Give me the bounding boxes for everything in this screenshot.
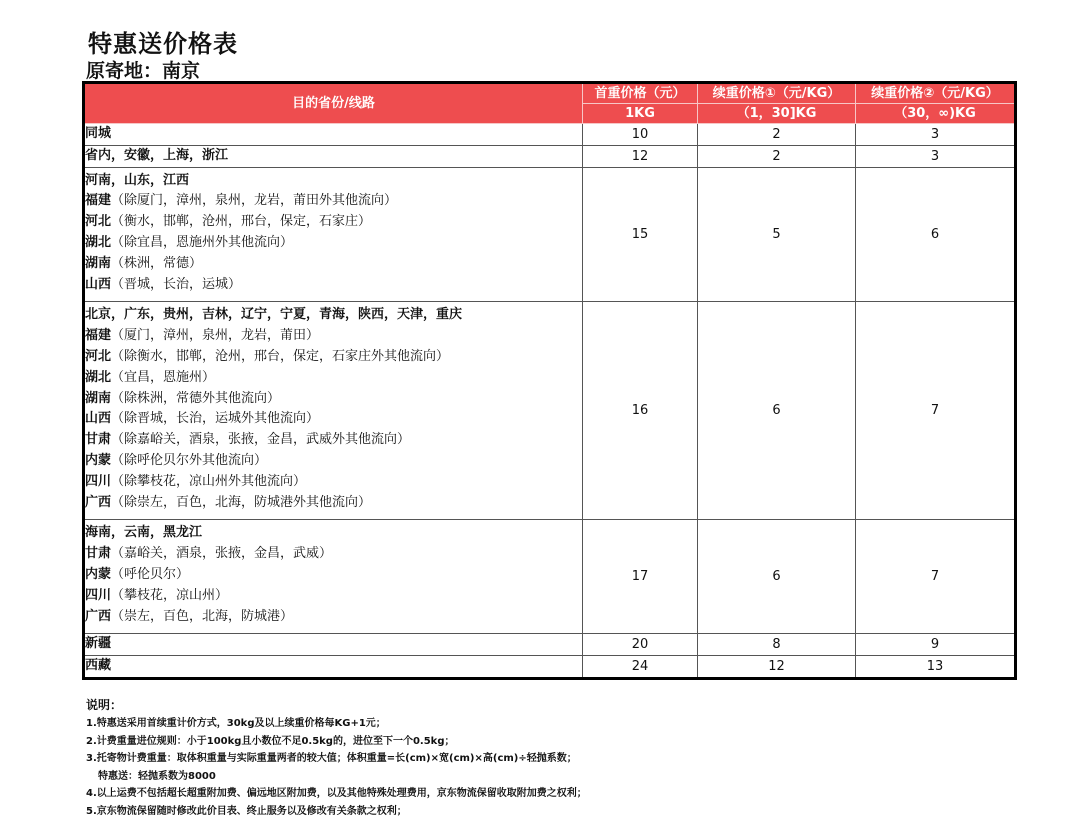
route-detail: （除晋城，长治，运城外其他流向） bbox=[111, 411, 320, 427]
route-line bbox=[85, 191, 582, 212]
route-line bbox=[85, 368, 582, 389]
route-region: 西藏 bbox=[85, 658, 112, 674]
route-region: 同城 bbox=[85, 126, 112, 141]
route-region: 河北 bbox=[85, 214, 112, 230]
price-table bbox=[82, 81, 1017, 680]
first-weight-price-cell: 16 bbox=[583, 302, 698, 520]
continued-price-1-header: 续重价格①（元/KG） bbox=[698, 83, 856, 104]
first-weight-price-cell: 17 bbox=[583, 520, 698, 634]
route-detail: （除攀枝花，凉山州外其他流向） bbox=[111, 473, 307, 489]
route-region: 省内，安徽，上海，浙江 bbox=[85, 147, 229, 163]
route-region: 四川 bbox=[85, 473, 112, 489]
route-region: 四川 bbox=[85, 587, 112, 603]
continued-price-1-cell: 2 bbox=[698, 145, 856, 167]
route-detail: （除崇左，百色，北海，防城港外其他流向） bbox=[111, 494, 372, 510]
continued-price-2-cell: 3 bbox=[856, 124, 1016, 146]
continued-price-2-cell: 3 bbox=[856, 145, 1016, 167]
route-line bbox=[85, 233, 582, 254]
note-item: 5.京东物流保留随时修改此价目表、终止服务以及修改有关条款之权利； bbox=[86, 805, 407, 817]
continued-price-2-cell: 7 bbox=[856, 520, 1016, 634]
route-cell bbox=[84, 167, 583, 302]
origin-subtitle: 原寄地：南京 bbox=[86, 60, 201, 82]
route-detail: （攀枝花，凉山州） bbox=[111, 587, 229, 603]
route-detail: （嘉峪关，酒泉，张掖，金昌，武威） bbox=[111, 546, 333, 562]
route-line bbox=[85, 326, 582, 347]
table-row bbox=[84, 656, 1016, 679]
route-detail: （崇左，百色，北海，防城港） bbox=[111, 608, 294, 624]
continued-price-1-cell: 5 bbox=[698, 167, 856, 302]
price-table-body bbox=[84, 124, 1016, 679]
route-region: 福建 bbox=[85, 193, 112, 209]
route-line bbox=[85, 451, 582, 472]
first-weight-price-cell: 15 bbox=[583, 167, 698, 302]
table-row bbox=[84, 145, 1016, 167]
route-line bbox=[85, 565, 582, 586]
route-line bbox=[85, 472, 582, 493]
route-region: 河北 bbox=[85, 348, 112, 364]
route-region: 海南，云南，黑龙江 bbox=[85, 525, 203, 541]
route-detail: （晋城，长治，运城） bbox=[111, 276, 242, 292]
route-detail: （除呼伦贝尔外其他流向） bbox=[111, 452, 268, 468]
route-region: 湖南 bbox=[85, 390, 112, 406]
table-row bbox=[84, 634, 1016, 656]
route-cell bbox=[84, 520, 583, 634]
continued-price-1-cell: 12 bbox=[698, 656, 856, 679]
route-detail: （除衡水，邯郸，沧州，邢台，保定，石家庄外其他流向） bbox=[111, 348, 450, 364]
route-line bbox=[85, 493, 582, 514]
route-line bbox=[85, 409, 582, 430]
route-detail: （除嘉峪关，酒泉，张掖，金昌，武威外其他流向） bbox=[111, 432, 411, 448]
route-line bbox=[85, 544, 582, 565]
table-row bbox=[84, 302, 1016, 520]
continued-price-2-cell: 6 bbox=[856, 167, 1016, 302]
continued-price-1-cell: 6 bbox=[698, 520, 856, 634]
route-line bbox=[85, 124, 582, 145]
route-line bbox=[85, 656, 582, 677]
route-detail: （呼伦贝尔） bbox=[111, 566, 190, 582]
continued-price-2-range-header: （30，∞)KG bbox=[856, 104, 1016, 124]
note-item: 特惠送：轻抛系数为8000 bbox=[98, 770, 216, 782]
route-region: 新疆 bbox=[85, 636, 112, 652]
route-cell bbox=[84, 656, 583, 679]
first-weight-price-header: 首重价格（元） bbox=[583, 83, 698, 104]
route-cell bbox=[84, 302, 583, 520]
first-weight-price-cell: 10 bbox=[583, 124, 698, 146]
route-column-header: 目的省份/线路 bbox=[84, 83, 583, 124]
route-cell bbox=[84, 145, 583, 167]
route-detail: （宜昌，恩施州） bbox=[111, 369, 216, 385]
page-title: 特惠送价格表 bbox=[88, 30, 238, 58]
route-region: 山西 bbox=[85, 411, 112, 427]
first-weight-price-cell: 12 bbox=[583, 145, 698, 167]
route-region: 河南，山东，江西 bbox=[85, 172, 190, 188]
price-table-header bbox=[84, 83, 1016, 124]
route-detail: （株洲，常德） bbox=[111, 255, 203, 271]
continued-price-2-header: 续重价格②（元/KG） bbox=[856, 83, 1016, 104]
route-region: 福建 bbox=[85, 328, 112, 344]
route-detail: （除株洲，常德外其他流向） bbox=[111, 390, 281, 406]
route-region: 广西 bbox=[85, 608, 112, 624]
route-line bbox=[85, 254, 582, 275]
table-row bbox=[84, 520, 1016, 634]
notes-header: 说明： bbox=[86, 698, 123, 712]
route-line bbox=[85, 634, 582, 655]
first-weight-price-cell: 24 bbox=[583, 656, 698, 679]
route-region: 广西 bbox=[85, 494, 112, 510]
route-cell bbox=[84, 124, 583, 146]
notes-section bbox=[86, 696, 587, 820]
route-region: 湖北 bbox=[85, 234, 112, 250]
route-detail: （厦门，漳州，泉州，龙岩，莆田） bbox=[111, 328, 320, 344]
route-cell bbox=[84, 634, 583, 656]
note-item: 2.计费重量进位规则：小于100kg且小数位不足0.5kg的，进位至下一个0.5kg； bbox=[86, 735, 455, 747]
route-region: 内蒙 bbox=[85, 452, 112, 468]
route-line bbox=[85, 389, 582, 410]
route-line bbox=[85, 586, 582, 607]
route-region: 北京，广东，贵州，吉林，辽宁，宁夏，青海，陕西，天津，重庆 bbox=[85, 307, 463, 323]
first-weight-price-cell: 20 bbox=[583, 634, 698, 656]
continued-price-2-cell: 13 bbox=[856, 656, 1016, 679]
route-line bbox=[85, 275, 582, 296]
route-detail: （除厦门，漳州，泉州，龙岩，莆田外其他流向） bbox=[111, 193, 398, 209]
route-detail: （除宜昌，恩施州外其他流向） bbox=[111, 234, 294, 250]
route-line bbox=[85, 171, 582, 192]
continued-price-1-cell: 6 bbox=[698, 302, 856, 520]
route-detail: （衡水，邯郸，沧州，邢台，保定，石家庄） bbox=[111, 214, 372, 230]
route-line bbox=[85, 146, 582, 167]
table-row bbox=[84, 167, 1016, 302]
continued-price-1-cell: 2 bbox=[698, 124, 856, 146]
continued-price-1-range-header: （1，30]KG bbox=[698, 104, 856, 124]
continued-price-2-cell: 7 bbox=[856, 302, 1016, 520]
route-line bbox=[85, 523, 582, 544]
route-line bbox=[85, 347, 582, 368]
continued-price-2-cell: 9 bbox=[856, 634, 1016, 656]
route-line bbox=[85, 305, 582, 326]
route-region: 内蒙 bbox=[85, 566, 112, 582]
route-region: 甘肃 bbox=[85, 546, 112, 562]
note-item: 1.特惠送采用首续重计价方式，30kg及以上续重价格每KG+1元； bbox=[86, 718, 386, 729]
route-region: 湖南 bbox=[85, 255, 112, 271]
route-region: 湖北 bbox=[85, 369, 112, 385]
route-line bbox=[85, 430, 582, 451]
first-weight-unit-header: 1KG bbox=[583, 104, 698, 124]
route-line bbox=[85, 607, 582, 628]
route-region: 山西 bbox=[85, 276, 112, 292]
note-item: 4.以上运费不包括超长超重附加费、偏远地区附加费，以及其他特殊处理费用，京东物流保留收取附加费之权利； bbox=[86, 788, 587, 799]
table-row bbox=[84, 124, 1016, 146]
route-region: 甘肃 bbox=[85, 432, 112, 448]
route-line bbox=[85, 212, 582, 233]
note-item: 3.托寄物计费重量：取体积重量与实际重量两者的较大值；体积重量=长(cm)×宽(cm)×高(cm)÷轻抛系数； bbox=[86, 753, 577, 764]
continued-price-1-cell: 8 bbox=[698, 634, 856, 656]
